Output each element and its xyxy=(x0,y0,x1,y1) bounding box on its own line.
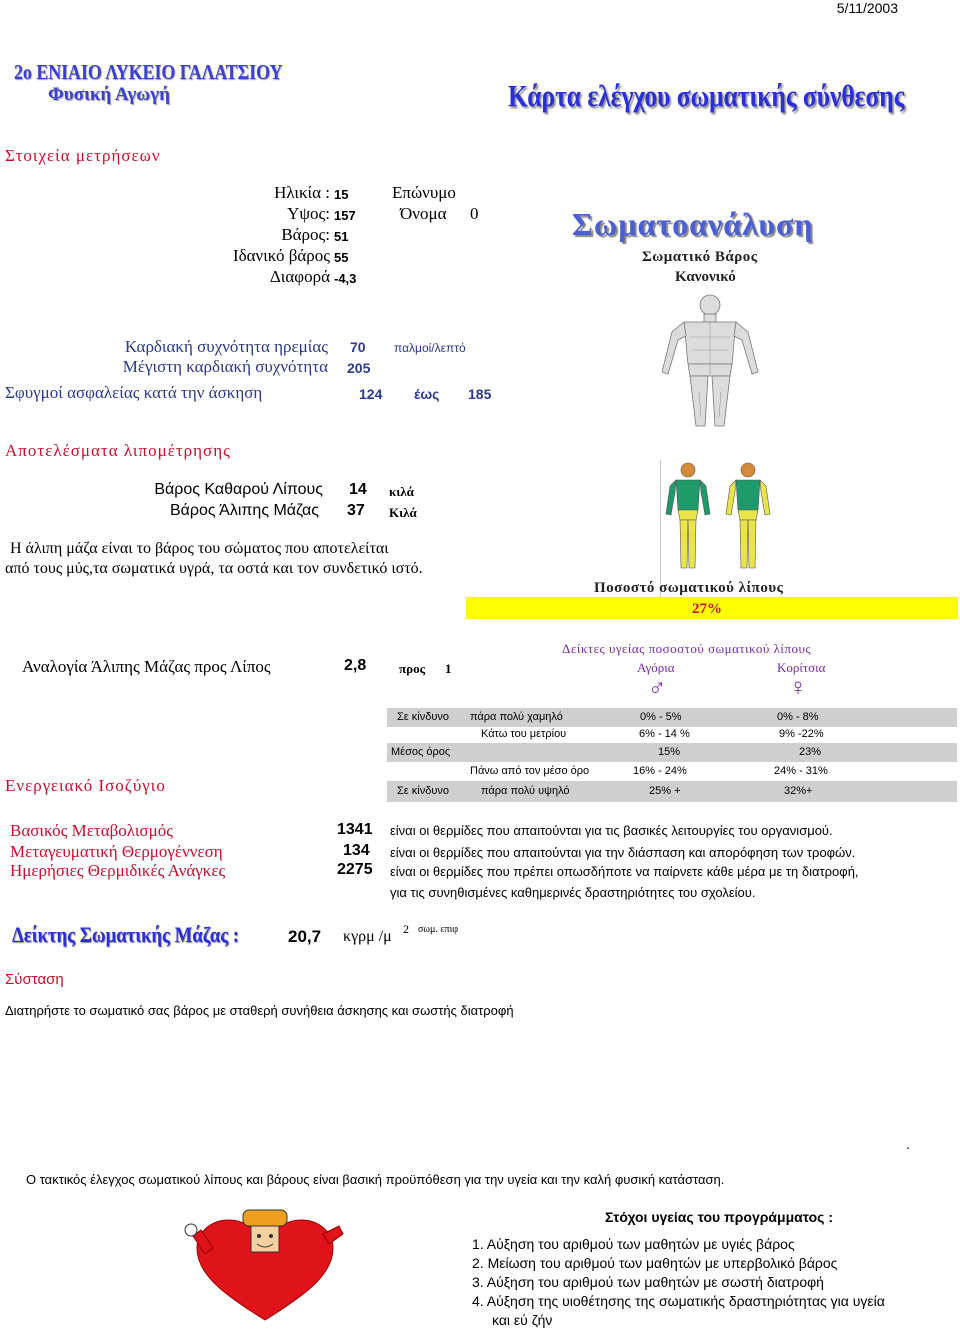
table-row xyxy=(387,743,957,762)
table-row xyxy=(387,762,957,781)
body-fat-percent-label: Ποσοστό σωματικού λίπους xyxy=(594,580,784,596)
table-cell: 6% - 14 % xyxy=(639,728,690,740)
daily-needs-label: Ημερήσιες Θερμιδικές Ανάγκες xyxy=(10,861,226,880)
girls-header: Κορίτσια xyxy=(777,660,826,675)
ideal-weight-value: 55 xyxy=(334,250,349,265)
table-cell: 23% xyxy=(799,746,822,758)
footer-statement: Ο τακτικός έλεγχος σωματικού λίπους και βάρους είναι βασική προϋπόθεση για την υγεία και την καλή φυσική κατάσταση. xyxy=(26,1172,725,1187)
ratio-value: 2,8 xyxy=(344,657,367,674)
table-cell: 0% - 8% xyxy=(777,711,819,723)
section-fat-results: Αποτελέσματα λιπομέτρησης xyxy=(5,441,231,460)
table-cell: Σε κίνδυνο xyxy=(397,711,449,723)
goal-item: 3. Αύξηση του αριθμού των μαθητών με σωστή διατροφή xyxy=(472,1274,824,1290)
age-label: Ηλικία : xyxy=(274,183,330,202)
table-row xyxy=(387,727,957,743)
tef-label: Μεταγευματική Θερμογέννεση xyxy=(10,842,223,861)
table-cell: Κάτω του μετρίου xyxy=(481,728,567,740)
table-cell: 9% -22% xyxy=(779,728,824,740)
table-cell: πάρα πολύ υψηλό xyxy=(481,785,570,797)
body-fat-percent-value: 27% xyxy=(692,601,722,617)
recommendation-title: Σύσταση xyxy=(5,971,64,988)
table-cell: 0% - 5% xyxy=(640,711,682,723)
bmr-value: 1341 xyxy=(337,821,373,838)
recommendation-text: Διατηρήστε το σωματικό σας βάρος με σταθερή συνήθεια άσκησης και σωστής διατροφή xyxy=(5,1003,514,1018)
bmi-unit: κγρμ /μ xyxy=(343,928,392,945)
weight-value: 51 xyxy=(334,229,349,244)
body-weight-label: Σωματικό Βάρος xyxy=(642,249,758,265)
name-label: Όνομα xyxy=(400,204,447,223)
hr-unit: παλμοί/λεπτό xyxy=(394,341,466,355)
school-name: 2ο ΕΝΙΑΙΟ ΛΥΚΕΙΟ ΓΑΛΑΤΣΙΟΥ xyxy=(14,60,283,84)
body-analysis-title: Σωματοανάλυση xyxy=(572,206,814,242)
lean-mass-unit: Κιλά xyxy=(389,505,417,520)
safe-hr-to: έως xyxy=(414,386,440,402)
table-cell: Μέσος όρος xyxy=(391,746,451,758)
male-symbol-icon: ♂ xyxy=(648,674,666,701)
max-hr-value: 205 xyxy=(347,360,371,376)
safe-hr-high: 185 xyxy=(468,386,492,402)
lean-mass-label: Βάρος Άλιπης Μάζας xyxy=(169,502,319,519)
lean-mass-note-1: Η άλιπη μάζα είναι το βάρος του σώματος που αποτελείται xyxy=(10,540,389,557)
footer-dot: . xyxy=(906,1136,910,1152)
table-cell: 32%+ xyxy=(784,785,813,797)
ratio-to: προς xyxy=(399,661,426,676)
subject-name: Φυσική Αγωγή xyxy=(48,84,170,105)
table-cell: 25% + xyxy=(649,785,681,797)
figure-frame-line xyxy=(660,460,661,598)
table-cell: Σε κίνδυνο xyxy=(397,785,449,797)
table-cell: 16% - 24% xyxy=(633,765,687,777)
daily-needs-desc-1: είναι οι θερμίδες που πρέπει οπωσδήποτε να παίρνετε κάθε μέρα με τη διατροφή, xyxy=(390,864,859,879)
daily-needs-value: 2275 xyxy=(337,861,373,878)
ideal-weight-label: Ιδανικό βάρος xyxy=(232,246,330,265)
section-energy-balance: Ενεργειακό Ισοζύγιο xyxy=(5,776,166,795)
goals-title: Στόχοι υγείας του προγράμματος : xyxy=(605,1209,833,1225)
table-cell: πάρα πολύ χαμηλό xyxy=(470,711,563,723)
table-cell: Πάνω από τον μέσο όρο xyxy=(470,765,590,777)
bmi-unit-sup: 2 xyxy=(403,922,409,936)
bmi-label: Δείκτης Σωματικής Μάζας : xyxy=(12,922,240,947)
bmi-value: 20,7 xyxy=(288,927,322,946)
table-cell: 24% - 31% xyxy=(774,765,828,777)
health-indices-title: Δείκτες υγείας ποσοστού σωματικού λίπους xyxy=(562,641,812,656)
ratio-label: Αναλογία Άλιπης Μάζας προς Λίπος xyxy=(22,657,271,676)
goal-item: 1. Αύξηση του αριθμού των μαθητών με υγιές βάρος xyxy=(472,1236,795,1252)
table-row xyxy=(387,708,957,727)
tef-value: 134 xyxy=(343,842,370,859)
female-symbol-icon: ♀ xyxy=(789,674,807,701)
boys-header: Αγόρια xyxy=(637,660,675,675)
resting-hr-label: Καρδιακή συχνότητα ηρεμίας xyxy=(124,337,328,356)
weight-label: Βάρος: xyxy=(281,225,330,244)
bmr-label: Βασικός Μεταβολισμός xyxy=(10,821,173,840)
section-measurements: Στοιχεία μετρήσεων xyxy=(5,146,161,165)
resting-hr-value: 70 xyxy=(350,339,366,355)
name-value: 0 xyxy=(470,204,479,223)
heart-mascot-image xyxy=(183,1208,348,1328)
fat-mass-value: 14 xyxy=(349,481,367,498)
goal-item: 2. Μείωση του αριθμού των μαθητών με υπερβολικό βάρος xyxy=(472,1255,838,1271)
body-weight-status: Κανονικό xyxy=(675,269,736,285)
body-fat-figures-image xyxy=(660,460,785,572)
health-indices-table xyxy=(387,708,957,802)
safe-hr-label: Σφυγμοί ασφαλείας κατά την άσκηση xyxy=(5,383,263,402)
card-title: Κάρτα ελέγχου σωματικής σύνθεσης xyxy=(508,78,905,113)
fat-mass-label: Βάρος Καθαρού Λίπους xyxy=(154,481,323,498)
max-hr-label: Μέγιστη καρδιακή συχνότητα xyxy=(122,357,328,376)
age-value: 15 xyxy=(334,187,349,202)
goal-item: 4. Αύξηση της υιοθέτησης της σωματικής δραστηριότητας για υγεία xyxy=(472,1293,885,1309)
difference-label: Διαφορά xyxy=(269,267,330,286)
date: 5/11/2003 xyxy=(836,0,898,16)
lean-mass-value: 37 xyxy=(347,502,365,519)
ratio-one: 1 xyxy=(445,661,452,676)
lean-mass-note-2: από τους μύς,τα σωματικά υγρά, τα οστά και τον συνδετικό ιστό. xyxy=(5,560,423,577)
surname-label: Επώνυμο xyxy=(392,183,456,202)
difference-value: -4,3 xyxy=(334,271,357,286)
height-label: Υψος: xyxy=(287,204,330,223)
bmi-note: σωμ. επιφ xyxy=(418,924,459,935)
fat-mass-unit: κιλά xyxy=(389,484,414,499)
safe-hr-low: 124 xyxy=(359,386,383,402)
table-row xyxy=(387,781,957,802)
tef-desc: είναι οι θερμίδες που απαιτούνται για την διάσπαση και απορόφηση των τροφών. xyxy=(390,845,856,860)
height-value: 157 xyxy=(334,208,356,223)
muscle-figure-image xyxy=(650,292,770,430)
bmr-desc: είναι οι θερμίδες που απαιτούνται για τις βασικές λειτουργίες του οργανισμού. xyxy=(390,823,833,838)
goal-item-continuation: και εύ ζήν xyxy=(492,1312,553,1328)
daily-needs-desc-2: για τις συνηθισμένες καθημερινές δραστηριότητες του σχολείου. xyxy=(390,885,756,900)
table-cell: 15% xyxy=(658,746,681,758)
